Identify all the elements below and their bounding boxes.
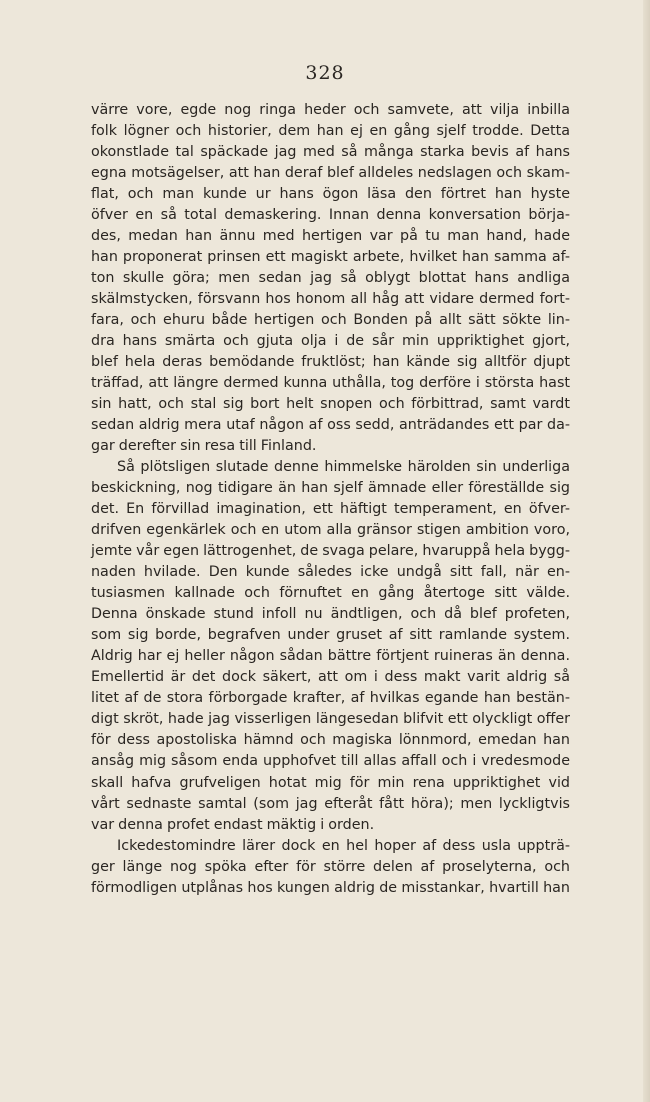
text-line: Emellertid är det dock säkert, att om i dess makt varit aldrig så (91, 669, 570, 686)
text-line: naden hvilade. Den kunde således icke undgå sitt fall, när en- (91, 564, 570, 581)
text-line: ansåg mig såsom enda upphofvet till allas affall och i vredesmode (91, 753, 570, 770)
text-line: skall hafva grufveligen hotat mig för min rena uppriktighet vid (91, 774, 570, 791)
text-line: sin hatt, och stal sig bort helt snopen och förbittrad, samt vardt (91, 396, 570, 413)
text-line: Denna önskade stund infoll nu ändtligen, och då blef profeten, (91, 606, 570, 623)
text-line: öfver en så total demaskering. Innan denna konversation börja- (91, 207, 570, 224)
text-line: tusiasmen kallnade och förnuftet en gång återtoge sitt välde. (91, 585, 570, 602)
text-line: litet af de stora förborgade krafter, af hvilkas egande han bestän- (91, 690, 570, 707)
text-line: förmodligen utplånas hos kungen aldrig de misstankar, hvartill han (91, 879, 570, 896)
text-line: var denna profet endast mäktig i orden. (91, 816, 375, 833)
text-line: flat, och man kunde ur hans ögon läsa den förtret han hyste (91, 186, 570, 203)
text-line: träffad, att längre dermed kunna uthålla, tog derföre i största hast (91, 375, 570, 392)
text-line: egna motsägelser, att han deraf blef alldeles nedslagen och skam- (91, 165, 570, 182)
text-line: digt skröt, hade jag visserligen längesedan blifvit ett olyckligt offer (91, 711, 570, 728)
text-line: ton skulle göra; men sedan jag så oblygt blottat hans andliga (91, 270, 570, 287)
text-line: det. En förvillad imagination, ett häftigt temperament, en öfver- (91, 501, 570, 518)
page-number: 328 (305, 62, 345, 84)
text-line: vårt sednaste samtal (som jag efteråt fått höra); men lyckligtvis (91, 795, 570, 812)
text-line: han proponerat prinsen ett magiskt arbete, hvilket han samma af- (91, 249, 570, 266)
body-text (91, 100, 570, 899)
text-line: drifven egenkärlek och en utom alla gränsor stigen ambition voro, (91, 522, 570, 539)
text-line: Aldrig har ej heller någon sådan bättre förtjent ruineras än denna. (91, 648, 570, 665)
text-line: Ickedestomindre lärer dock en hel hoper af dess usla uppträ- (117, 837, 570, 854)
text-line: Så plötsligen slutade denne himmelske härolden sin underliga (117, 459, 570, 476)
text-line: sedan aldrig mera utaf någon af oss sedd, anträdandes ett par da- (91, 417, 570, 434)
text-line: för dess apostoliska hämnd och magiska lönnmord, emedan han (91, 732, 570, 749)
text-line: skälmstycken, försvann hos honom all håg att vidare dermed fort- (91, 291, 570, 308)
text-line: beskickning, nog tidigare än han sjelf ämnade eller föreställde sig (91, 480, 570, 497)
text-line: som sig borde, begrafven under gruset af sitt ramlande system. (91, 627, 570, 644)
text-line: blef hela deras bemödande fruktlöst; han kände sig alltför djupt (91, 354, 570, 371)
page-edge (643, 0, 650, 1102)
text-line: okonstlade tal späckade jag med så många starka bevis af hans (91, 144, 570, 161)
text-line: värre vore, egde nog ringa heder och samvete, att vilja inbilla (91, 102, 570, 118)
text-line: folk lögner och historier, dem han ej en gång sjelf trodde. Detta (91, 123, 570, 140)
text-line: ger länge nog spöka efter för större delen af proselyterna, och (91, 858, 570, 875)
text-line: fara, och ehuru både hertigen och Bonden på allt sätt sökte lin- (91, 312, 570, 329)
text-line: gar derefter sin resa till Finland. (91, 438, 317, 455)
text-line: dra hans smärta och gjuta olja i de sår min uppriktighet gjort, (91, 333, 570, 350)
text-line: jemte vår egen lättrogenhet, de svaga pelare, hvaruppå hela bygg- (91, 543, 570, 560)
text-line: des, medan han ännu med hertigen var på tu man hand, hade (91, 228, 570, 245)
